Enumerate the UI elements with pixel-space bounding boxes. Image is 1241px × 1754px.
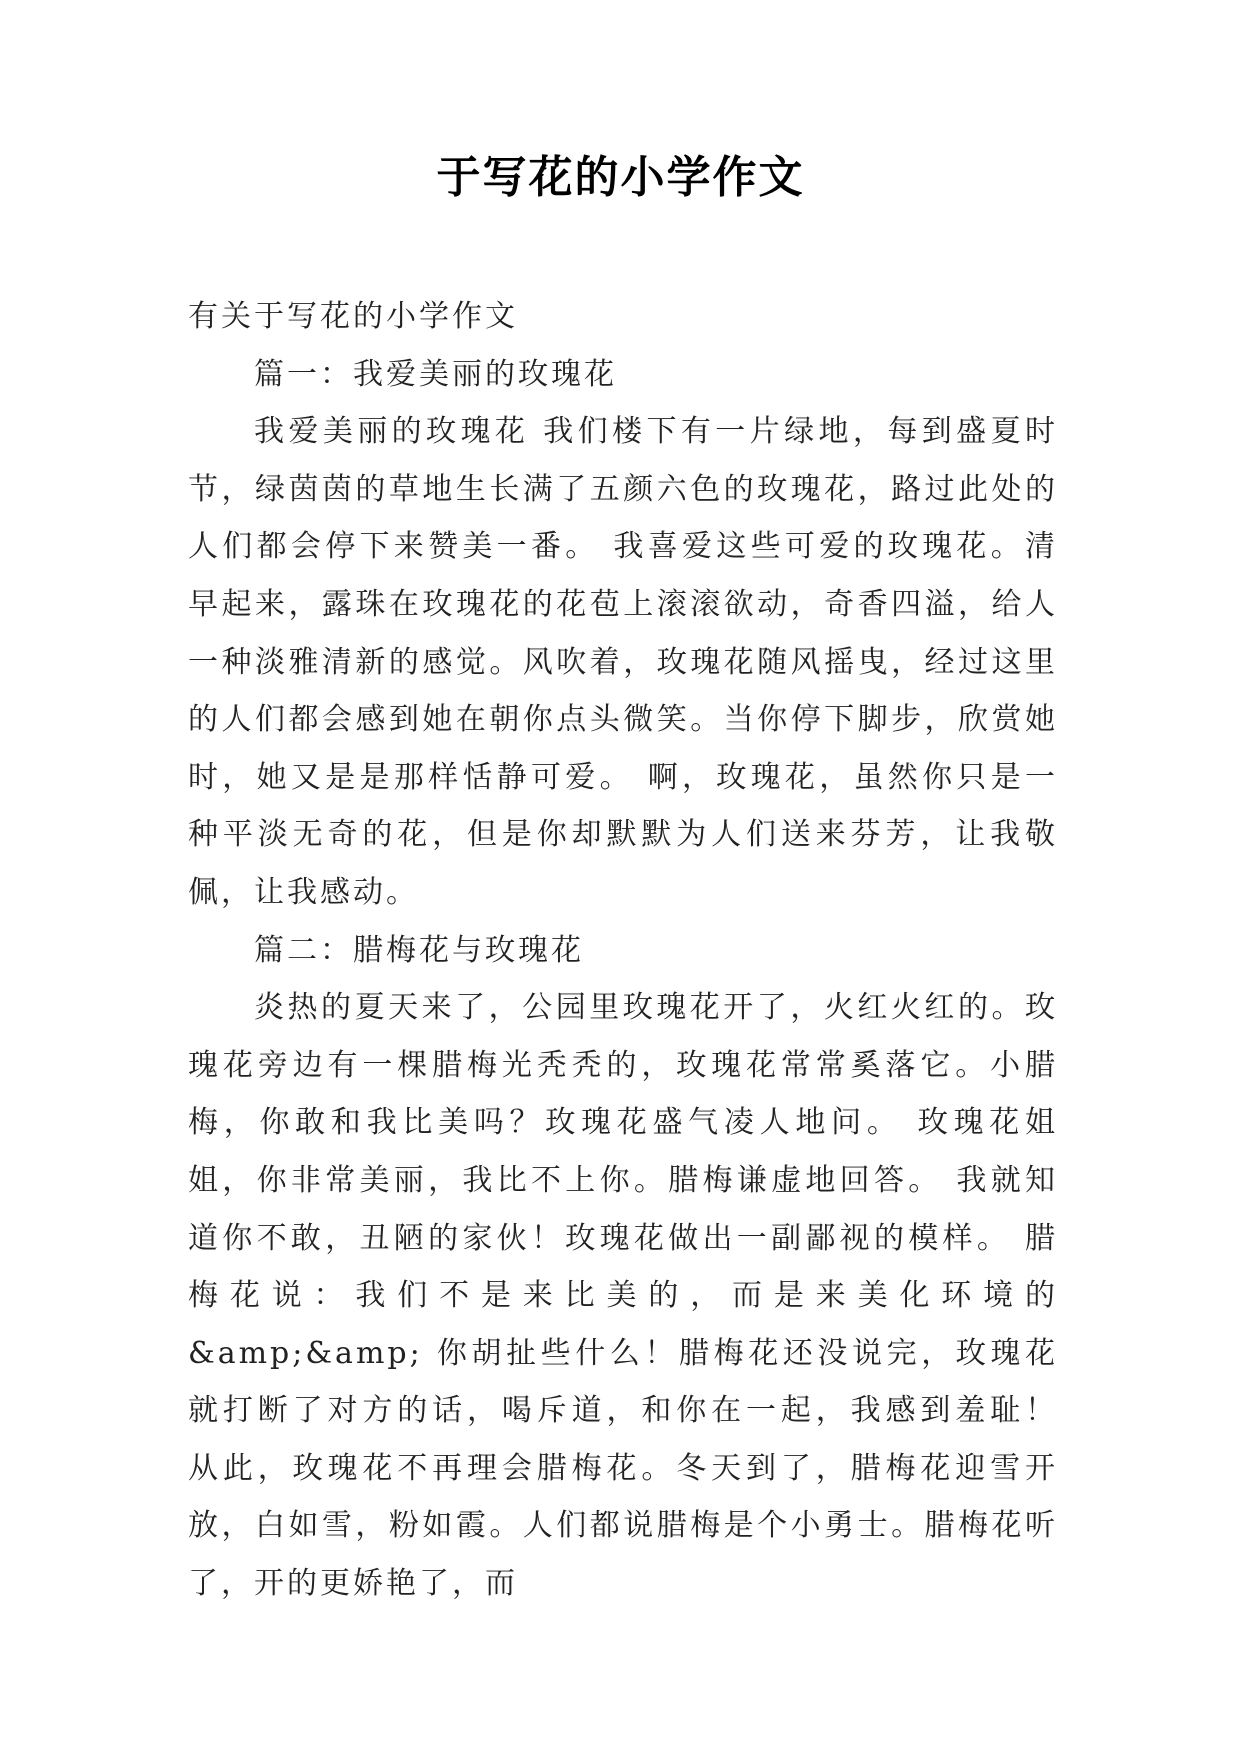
section-paragraph-two: 炎热的夏天来了，公园里玫瑰花开了，火红火红的。玫瑰花旁边有一棵腊梅光秃秃的，玫瑰花常常奚落它。小腊梅，你敢和我比美吗？玫瑰花盛气凌人地问。 玫瑰花姐姐，你非常美丽，我比不上你。腊梅谦虚地回答。 我就知道你不敢，丑陋的家伙！玫瑰花做出一副鄙视的模样。 腊梅花说：我们不是来比美的，而是来美化环境的&amp;&amp; 你胡扯些什么！腊梅花还没说完，玫瑰花就打断了对方的话，喝斥道，和你在一起，我感到羞耻！ 从此，玫瑰花不再理会腊梅花。冬天到了，腊梅花迎雪开放，白如雪，粉如霞。人们都说腊梅是个小勇士。腊梅花听了，开的更娇艳了，而 <box>188 990 1058 1602</box>
document-body <box>188 288 1058 1613</box>
section-heading-two: 篇二：腊梅花与玫瑰花 <box>254 932 584 968</box>
section-paragraph-one: 我爱美丽的玫瑰花 我们楼下有一片绿地，每到盛夏时节，绿茵茵的草地生长满了五颜六色的玫瑰花，路过此处的人们都会停下来赞美一番。 我喜爱这些可爱的玫瑰花。清早起来，露珠在玫瑰花的花苞上滚滚欲动，奇香四溢，给人一种淡雅清新的感觉。风吹着，玫瑰花随风摇曳，经过这里的人们都会感到她在朝你点头微笑。当你停下脚步，欣赏她时，她又是是那样恬静可爱。 啊，玫瑰花，虽然你只是一种平淡无奇的花，但是你却默默为人们送来芬芳，让我敬佩，让我感动。 <box>188 414 1058 910</box>
document-title: 于写花的小学作文 <box>436 152 805 203</box>
section-heading-one: 篇一：我爱美丽的玫瑰花 <box>254 356 617 392</box>
intro-line: 有关于写花的小学作文 <box>188 299 518 334</box>
